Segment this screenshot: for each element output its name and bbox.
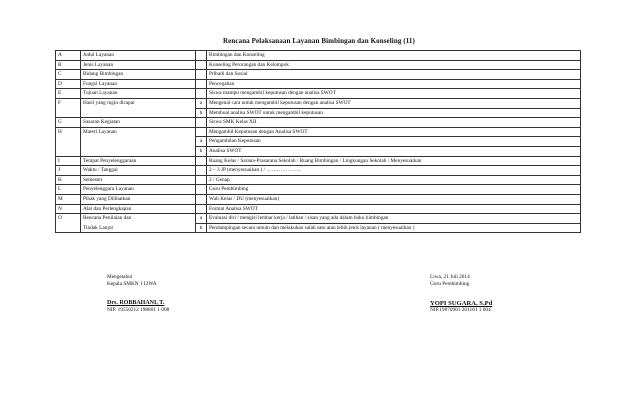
row-code [56, 137, 81, 147]
table-row [56, 70, 581, 80]
row-code: H [56, 127, 81, 137]
row-sub [196, 79, 207, 89]
row-sub [196, 127, 207, 137]
signature-left-name: Drs. ROBBAHANI, T. [107, 300, 165, 306]
row-value: Wali Kelas / DU (menyesuaikan) [207, 194, 581, 204]
row-code [56, 146, 81, 156]
row-value: 2 – 3 JP (menyesuaikan ) / ……………….. [207, 166, 581, 176]
row-label: Materi Layanan [81, 127, 196, 137]
table-row [56, 51, 581, 61]
table-row [56, 214, 581, 224]
row-code: I [56, 156, 81, 166]
row-sub [196, 204, 207, 214]
row-code: J [56, 166, 81, 176]
row-sub [196, 70, 207, 80]
row-sub [196, 89, 207, 99]
table-row [56, 156, 581, 166]
row-sub [196, 156, 207, 166]
row-sub: a [196, 137, 207, 147]
row-value: Mengambil Keputusan dengan Analisa SWOT [207, 127, 581, 137]
row-sub [196, 118, 207, 128]
row-sub: b [196, 146, 207, 156]
row-label: Fungsi Layanan [81, 79, 196, 89]
row-value: Pribadi dan Sosial [207, 70, 581, 80]
row-value: Siswa SMK Kelas XII [207, 118, 581, 128]
row-value: Siswa mampu mengambil keputusan dengan analisa SWOT [207, 89, 581, 99]
row-label: Judul Layanan [81, 51, 196, 61]
plan-table [55, 50, 581, 233]
row-label [81, 146, 196, 156]
row-sub [196, 175, 207, 185]
signature-left-line1: Mengetahui [107, 274, 133, 280]
row-code: C [56, 70, 81, 80]
row-value: Bimbingan dan Konseling [207, 51, 581, 61]
row-label: Alat dan Perlengkapan [81, 204, 196, 214]
row-label [81, 137, 196, 147]
row-sub [196, 60, 207, 70]
row-code: G [56, 118, 81, 128]
row-code: N [56, 204, 81, 214]
row-label: Tempat Penyelenggaraan [81, 156, 196, 166]
table-row [56, 79, 581, 89]
row-label: Tujuan Layanan [81, 89, 196, 99]
signature-right-name: YOPI SUGARA, S.Pd [430, 300, 493, 307]
row-label [81, 108, 196, 118]
signature-right-line1: Liwa, 21 Juli 2014 [430, 274, 470, 280]
row-code: A [56, 51, 81, 61]
row-value: 2 / Genap [207, 175, 581, 185]
table-row [56, 204, 581, 214]
row-sub: a [196, 214, 207, 224]
document-title: Rencana Pelaksanaan Layanan Bimbingan dan Konseling (11) [223, 37, 415, 45]
row-label: Penyelenggara Layanan [81, 185, 196, 195]
row-label: Hasil yang ingin dicapai [81, 98, 196, 108]
signature-left-nip: NIP. 19550212 198801 1 008 [107, 307, 170, 313]
table-row [56, 108, 581, 118]
signature-right [430, 274, 492, 314]
row-code: M [56, 194, 81, 204]
row-value: Konseling Perorangan dan Kelompok [207, 60, 581, 70]
table-row [56, 137, 581, 147]
table-row [56, 166, 581, 176]
row-value: Analisa SWOT [207, 146, 581, 156]
row-sub [196, 185, 207, 195]
row-label: Jenis Layanan [81, 60, 196, 70]
signature-left [107, 274, 169, 314]
table-row [56, 194, 581, 204]
row-label: Bidang Bimbingan [81, 70, 196, 80]
row-label: Semester [81, 175, 196, 185]
row-sub [196, 51, 207, 61]
row-code: L [56, 185, 81, 195]
row-code: E [56, 89, 81, 99]
row-sub: b [196, 108, 207, 118]
table-row [56, 223, 581, 233]
table-row [56, 127, 581, 137]
table-row [56, 175, 581, 185]
plan-table-body [56, 51, 581, 233]
table-row [56, 98, 581, 108]
row-code: O [56, 214, 81, 224]
row-sub [196, 194, 207, 204]
table-row [56, 60, 581, 70]
signature-right-nip: NIP.19870901 201101 1 004 [430, 307, 491, 313]
row-code [56, 223, 81, 233]
table-row [56, 185, 581, 195]
row-value: Pencegahan [207, 79, 581, 89]
row-value: Guru Pembimbing [207, 185, 581, 195]
row-value: Evaluasi diri / mengisi lembar kerja / latihan / sisan yang ada dalam buku bimbingan [207, 214, 581, 224]
table-row [56, 146, 581, 156]
row-value: Mengenal cara untuk mengambil keputusan dengan analisa SWOT [207, 98, 581, 108]
row-value: Ruang Kelas / Sarana-Prasarana Sekolah / Ruang Bimbingan / Lingkungan Sekolah / Menyesuaikan [207, 156, 581, 166]
row-label: Tindak Lanjut [81, 223, 196, 233]
table-row [56, 118, 581, 128]
row-sub [196, 166, 207, 176]
row-sub: a [196, 98, 207, 108]
row-code [56, 108, 81, 118]
row-code: D [56, 79, 81, 89]
row-label: Pihak yang Dilibatkan [81, 194, 196, 204]
row-label: Waktu / Tanggal [81, 166, 196, 176]
row-sub: b [196, 223, 207, 233]
row-value: Format Analisa SWOT [207, 204, 581, 214]
row-label: Sasaran Kegiatan [81, 118, 196, 128]
row-code: K [56, 175, 81, 185]
row-code: F [56, 98, 81, 108]
signature-left-line2: Kepala SMKN 1 I2WA [107, 281, 157, 287]
row-code: B [56, 60, 81, 70]
row-value: Pengambilan Keputusan [207, 137, 581, 147]
row-label: Rencana Penilaian dan [81, 214, 196, 224]
table-row [56, 89, 581, 99]
row-value: Membuat analisa SWOT untuk mengambil keputusan [207, 108, 581, 118]
signature-right-line2: Guru Pembimbing [430, 281, 470, 287]
row-value: Pendampingan secara umum dan melakukan salah satu atau lebih jenis layanan ( menyesuaikan ) [207, 223, 581, 233]
